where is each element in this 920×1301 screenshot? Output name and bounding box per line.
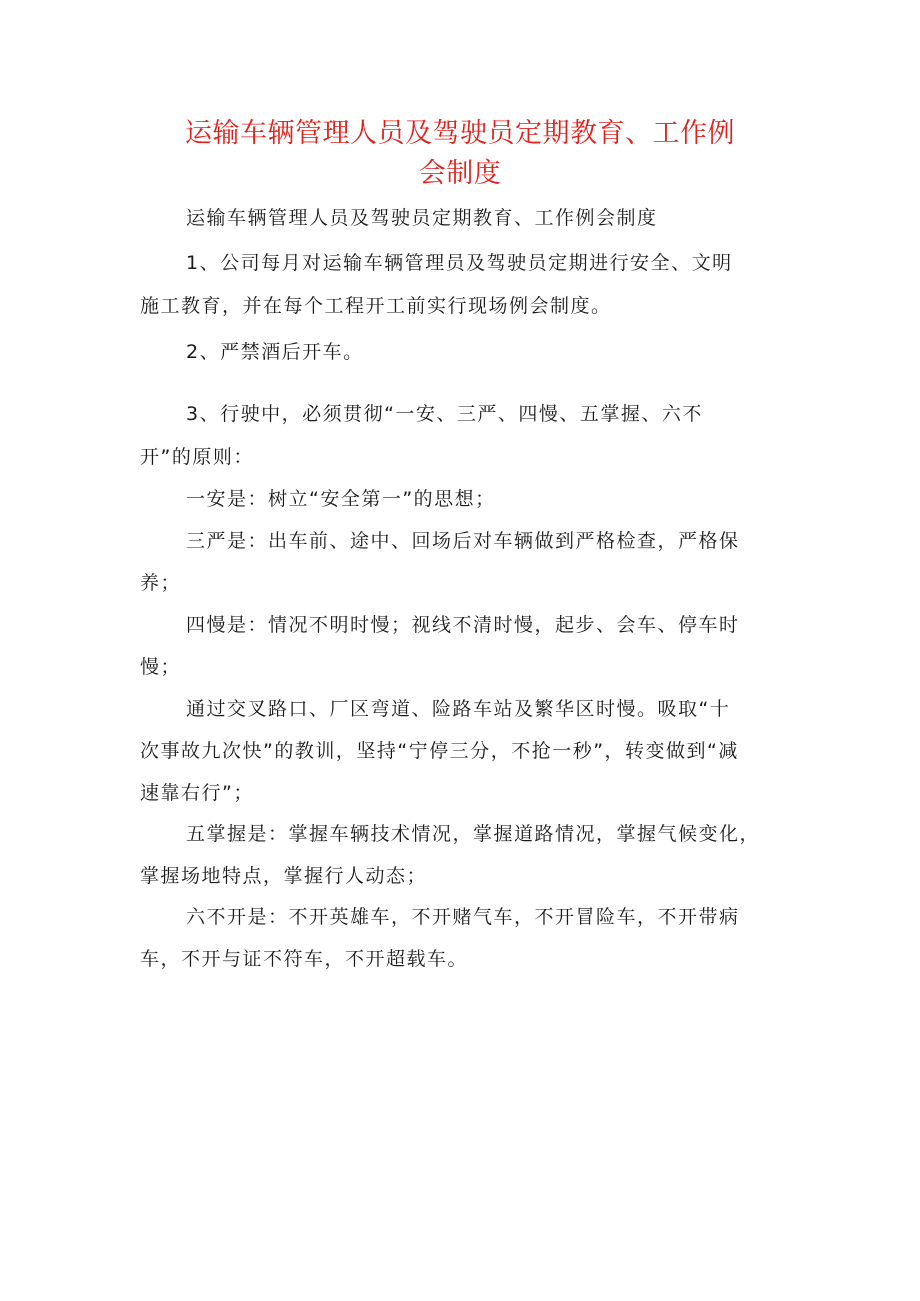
paragraph-line: 三严是：出车前、途中、回场后对车辆做到严格检查，严格保 <box>186 530 740 552</box>
subtitle: 运输车辆管理人员及驾驶员定期教育、工作例会制度 <box>186 207 658 229</box>
paragraph-line: 1、公司每月对运输车辆管理员及驾驶员定期进行安全、文明 <box>186 252 733 274</box>
paragraph-line: 慢； <box>140 656 182 678</box>
paragraph-line: 3、行驶中，必须贯彻“一安、三严、四慢、五掌握、六不 <box>186 403 703 425</box>
paragraph-line: 速靠右行”； <box>140 782 254 804</box>
paragraph-line: 次事故九次快”的教训，坚持“宁停三分，不抢一秒”，转变做到“减 <box>140 740 739 762</box>
title-line-2: 会制度 <box>418 158 502 189</box>
paragraph-line: 通过交叉路口、厂区弯道、险路车站及繁华区时慢。吸取“十 <box>186 698 731 720</box>
document-title <box>140 114 780 194</box>
paragraph-line: 2、严禁酒后开车。 <box>186 341 364 363</box>
paragraph-line: 车，不开与证不符车，不开超载车。 <box>140 948 469 970</box>
paragraph-line: 养； <box>140 572 182 594</box>
paragraph-line: 开”的原则： <box>140 446 254 468</box>
title-line-1: 运输车辆管理人员及驾驶员定期教育、工作例 <box>185 118 735 149</box>
paragraph-line: 掌握场地特点，掌握行人动态； <box>140 865 428 887</box>
paragraph-line: 五掌握是：掌握车辆技术情况，掌握道路情况，掌握气候变化， <box>186 823 761 845</box>
paragraph-line: 六不开是：不开英雄车，不开赌气车，不开冒险车，不开带病 <box>186 906 740 928</box>
paragraph-line: 一安是：树立“安全第一”的思想； <box>186 488 496 510</box>
paragraph-line: 施工教育，并在每个工程开工前实行现场例会制度。 <box>140 295 612 317</box>
paragraph-line: 四慢是：情况不明时慢；视线不清时慢，起步、会车、停车时 <box>186 614 740 636</box>
